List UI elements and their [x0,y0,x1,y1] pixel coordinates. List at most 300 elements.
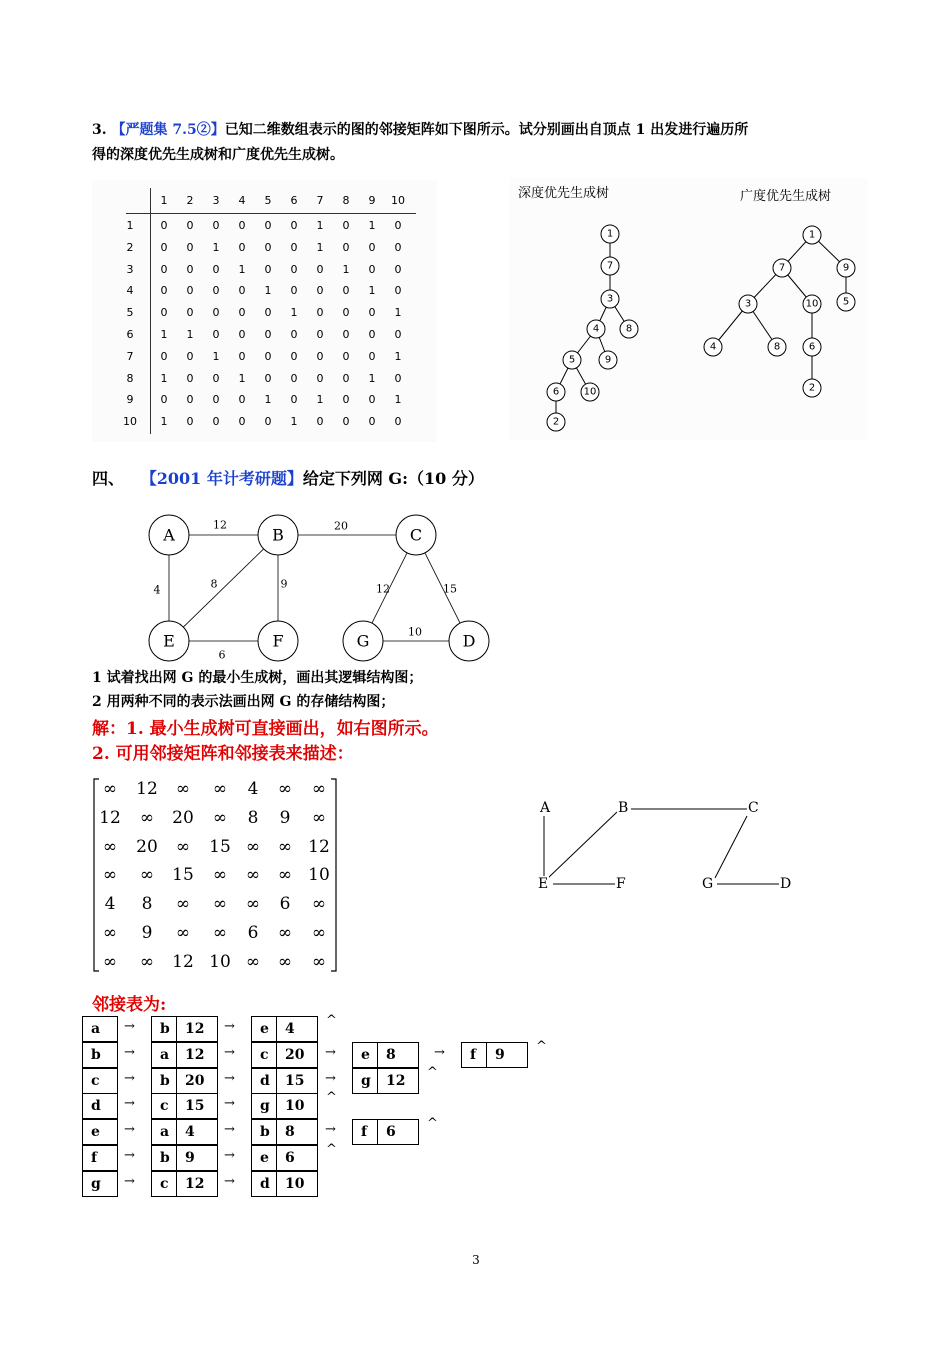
trees-svg [510,178,868,440]
edge-weight: 9 [280,577,288,591]
adj-list-node [151,1093,218,1119]
adj-list-node [461,1042,528,1068]
weight-matrix-cell: 4 [104,894,116,915]
dfs-tree-node-label: 2 [552,416,560,428]
matrix-cell: 0 [186,240,194,254]
null-pointer: ^ [326,1090,337,1106]
adj-list-node [251,1042,318,1068]
matrix-cell: 0 [368,240,376,254]
matrix-cell: 0 [212,284,220,298]
edge-weight: 12 [376,582,390,596]
edge-weight: 15 [443,582,457,596]
matrix-cell: 0 [316,328,324,341]
weight-matrix-cell: 8 [247,807,259,828]
matrix-cell: 0 [342,306,350,320]
weight-matrix-cell: ∞ [277,923,293,943]
adj-list-head [82,1145,118,1171]
matrix-cell: 1 [160,371,168,385]
weight-matrix-cell: ∞ [311,951,327,972]
adj-list-node [251,1119,318,1145]
mst-vertex: C [748,800,759,816]
adj-node-vertex: e [252,1146,277,1170]
weight-matrix-cell: 20 [172,807,194,828]
edge-weight: 20 [334,519,348,533]
matrix-cell: 0 [368,306,376,320]
arrow-icon: → [224,1019,235,1034]
bfs-tree-node-label: 6 [808,341,816,353]
adj-node-weight: 12 [185,1021,205,1037]
bfs-tree-node-label: 8 [773,341,781,353]
adj-node-vertex: f [462,1043,487,1067]
adj-node-weight: 4 [185,1124,195,1141]
adj-node-vertex: b [252,1120,277,1144]
matrix-cell: 0 [394,371,402,385]
adj-node-vertex: g [353,1069,378,1093]
adj-list-head [82,1016,118,1042]
matrix-cell: 0 [316,262,324,276]
weight-matrix-cell: 4 [247,779,259,799]
graph-vertex-label: G [356,631,370,651]
section-reference: 【2001 年计考研题】 [140,469,303,488]
weight-matrix-cell: ∞ [139,865,155,886]
weight-matrix-cell: ∞ [212,923,228,943]
null-pointer: ^ [326,1013,337,1028]
spanning-trees-figure [510,178,868,440]
graph-vertex-label: E [163,631,175,651]
matrix-cell: 0 [342,415,350,429]
weight-matrix [92,775,338,975]
matrix-cell: 0 [186,393,194,407]
adj-node-vertex: f [353,1120,378,1144]
arrow-icon: → [325,1044,336,1060]
adj-node-weight: 6 [386,1124,396,1141]
question-reference: 【严题集 7.5②】 [111,122,225,138]
graph-edge [183,549,263,627]
matrix-cell: 1 [316,240,324,254]
null-pointer: ^ [536,1038,547,1054]
adj-list-node [151,1068,218,1094]
adj-node-vertex: c [152,1172,177,1196]
arrow-icon: → [224,1173,235,1189]
matrix-cell: 0 [290,219,298,232]
weight-matrix-cell: ∞ [245,836,261,857]
adj-node-weight: 12 [386,1072,406,1089]
matrix-row-header: 6 [126,328,134,341]
matrix-cell: 0 [368,262,376,276]
weight-matrix-cell: ∞ [102,836,118,857]
weight-matrix-cell: 10 [209,951,231,972]
dfs-tree-node-label: 1 [606,228,614,240]
adj-node-weight: 8 [386,1046,396,1063]
adj-node-vertex: d [252,1172,277,1196]
arrow-icon: → [124,1019,135,1034]
adj-list-node [151,1145,218,1171]
adj-node-weight: 4 [285,1021,295,1037]
matrix-cell: 0 [264,240,272,254]
matrix-row-header: 8 [126,371,134,385]
matrix-cell: 0 [316,284,324,298]
matrix-cell: 1 [160,415,168,429]
weight-matrix-cell: ∞ [102,923,118,943]
matrix-cell: 0 [212,371,220,385]
adj-list-head [82,1119,118,1145]
matrix-cell: 0 [290,328,298,341]
arrow-icon: → [325,1122,336,1138]
answer-line-2: 2. 可用邻接矩阵和邻接表来描述： [92,744,354,764]
adj-list-head [82,1068,118,1094]
matrix-cell: 1 [316,393,324,407]
weight-matrix-cell: ∞ [212,865,228,886]
dfs-tree-node-label: 3 [606,293,614,305]
matrix-cell: 0 [394,284,402,298]
matrix-cell: 0 [160,349,168,363]
arrow-icon: → [224,1070,235,1086]
adj-node-vertex: a [152,1120,177,1144]
adj-list-node [352,1119,419,1145]
dfs-tree-node-label: 6 [552,386,560,398]
bfs-tree-node-label: 1 [808,229,816,241]
adj-list-head [82,1093,118,1119]
page-number: 3 [472,1253,480,1267]
matrix-cell: 1 [290,415,298,429]
weight-matrix-cell: ∞ [212,894,228,915]
adj-node-vertex: g [252,1094,277,1118]
weight-matrix-cell: ∞ [175,923,191,943]
adj-node-vertex: e [353,1043,378,1067]
weight-matrix-cell: ∞ [277,836,293,857]
weight-matrix-cell: 20 [136,836,158,857]
matrix-cell: 0 [368,349,376,363]
matrix-cell: 1 [368,371,376,385]
adj-node-weight: 10 [285,1098,305,1115]
matrix-cell: 1 [160,328,168,341]
matrix-cell: 1 [238,262,246,276]
adj-list-head-label: c [91,1072,100,1089]
matrix-cell: 0 [342,393,350,407]
arrow-icon: → [124,1148,135,1163]
matrix-cell: 0 [160,262,168,276]
edge-weight: 6 [218,648,226,662]
null-pointer: ^ [427,1064,438,1080]
matrix-cell: 0 [394,328,402,341]
adj-node-vertex: d [252,1069,277,1093]
null-pointer: ^ [326,1142,337,1157]
matrix-cell: 0 [264,262,272,276]
matrix-cell: 0 [238,328,246,341]
graph-vertex-label: C [409,525,423,545]
matrix-cell: 0 [238,393,246,407]
bfs-tree-node-label: 10 [805,298,819,310]
adj-node-weight: 9 [185,1150,195,1166]
dfs-tree-node-label: 5 [568,354,576,366]
matrix-row-header: 9 [126,393,134,407]
mst-vertex: D [780,876,792,892]
weight-matrix-cell: ∞ [139,951,155,972]
arrow-icon: → [124,1044,135,1060]
weight-matrix-cell: ∞ [311,923,327,943]
weight-matrix-cell: ∞ [102,951,118,972]
matrix-row-header: 3 [126,262,134,276]
adj-node-weight: 20 [285,1046,305,1063]
matrix-cell: 0 [238,240,246,254]
bfs-tree-node-label: 3 [744,298,752,310]
matrix-cell: 0 [238,349,246,363]
matrix-cell: 0 [264,219,272,232]
matrix-cell: 0 [160,393,168,407]
adj-list-head-label: d [91,1098,101,1115]
matrix-cell: 0 [160,306,168,320]
weight-matrix-cell: ∞ [311,807,327,828]
matrix-cell: 0 [186,284,194,298]
matrix-cell: 1 [368,284,376,298]
matrix-cell: 1 [186,328,194,341]
mst-vertex: A [540,800,551,816]
bfs-tree-node-label: 7 [778,262,786,274]
matrix-cell: 0 [186,415,194,429]
adj-node-weight: 15 [185,1098,205,1115]
network-graph [140,505,500,665]
matrix-cell: 0 [316,371,324,385]
adj-node-vertex: e [252,1017,277,1041]
matrix-row-header: 10 [123,415,137,429]
matrix-cell: 1 [316,219,324,232]
matrix-cell: 0 [290,371,298,385]
adj-node-weight: 10 [285,1175,305,1192]
question-3 [92,118,882,168]
mst-vertex: F [616,876,626,892]
adj-node-weight: 8 [285,1124,295,1141]
matrix-cell: 0 [186,306,194,320]
weight-matrix-cell: ∞ [245,865,261,886]
matrix-cell: 0 [186,371,194,385]
adj-list-head [82,1042,118,1068]
matrix-cell: 0 [212,393,220,407]
graph-vertex-label: D [462,631,476,651]
adj-list-head-label: e [91,1124,100,1141]
arrow-icon: → [224,1148,235,1163]
adj-list-node [151,1042,218,1068]
matrix-cell: 0 [212,219,220,232]
weight-matrix-cell: 8 [141,894,153,915]
adj-node-weight: 9 [495,1046,505,1063]
mst-vertex: B [618,800,629,816]
weight-matrix-cell: ∞ [277,865,293,886]
bfs-tree-node-label: 5 [842,296,850,308]
matrix-col-header: 9 [368,194,376,207]
matrix-cell: 0 [368,393,376,407]
matrix-cell: 0 [186,219,194,232]
matrix-cell: 0 [394,262,402,276]
weight-matrix-cell: ∞ [277,779,293,799]
matrix-cell: 0 [290,240,298,254]
adj-list-head [82,1171,118,1197]
weight-matrix-cell: 12 [136,779,158,799]
weight-matrix-cell: 12 [99,807,121,828]
adj-list-node [251,1093,318,1119]
adj-node-weight: 15 [285,1072,305,1089]
dfs-tree-node-label: 10 [583,386,597,398]
matrix-cell: 0 [342,284,350,298]
matrix-cell: 0 [316,306,324,320]
matrix-cell: 0 [238,219,246,232]
matrix-cell: 1 [394,393,402,407]
adj-list-node [151,1016,218,1042]
bfs-tree-node-label: 2 [808,382,816,394]
arrow-icon: → [124,1173,135,1189]
matrix-cell: 0 [264,328,272,341]
matrix-cell: 0 [394,415,402,429]
matrix-cell: 1 [238,371,246,385]
matrix-cell: 0 [160,240,168,254]
matrix-cell: 0 [342,349,350,363]
bfs-tree-title: 广度优先生成树 [740,189,832,204]
adj-node-vertex: b [152,1017,177,1041]
question-number: 3. [92,122,107,138]
adj-list-head-label: g [91,1175,101,1192]
mst-vertex: E [538,876,549,892]
matrix-cell: 0 [316,349,324,363]
matrix-row-header: 5 [126,306,134,320]
graph-vertex-label: B [272,525,284,545]
matrix-cell: 0 [212,306,220,320]
weight-matrix-cell: 6 [247,923,259,943]
matrix-cell: 0 [342,219,350,232]
adj-list-node [251,1171,318,1197]
matrix-cell: 1 [394,349,402,363]
dfs-tree-title: 深度优先生成树 [518,186,610,201]
matrix-cell: 0 [238,306,246,320]
bfs-tree-node-label: 9 [842,262,850,274]
adj-node-vertex: b [152,1146,177,1170]
matrix-col-header: 2 [186,194,194,207]
weight-matrix-cell: 9 [141,923,153,943]
weight-matrix-cell: ∞ [102,779,118,799]
matrix-row-header: 2 [126,240,134,254]
weight-matrix-cell: ∞ [139,807,155,828]
edge-weight: 8 [210,577,218,591]
matrix-cell: 0 [342,371,350,385]
matrix-cell: 1 [264,393,272,407]
mst-edges [535,800,805,895]
graph-vertex-label: F [272,631,284,651]
weight-matrix-cell: ∞ [212,779,228,799]
arrow-icon: → [124,1070,135,1086]
adj-list-node [251,1068,318,1094]
adj-node-vertex: c [252,1043,277,1067]
arrow-icon: → [224,1122,235,1138]
adj-list-node [352,1042,419,1068]
matrix-cell: 1 [212,240,220,254]
matrix-cell: 0 [264,306,272,320]
matrix-col-header: 1 [160,194,168,207]
matrix-row-header: 1 [126,219,134,232]
matrix-cell: 1 [342,262,350,276]
matrix-cell: 0 [290,284,298,298]
matrix-cell: 1 [290,306,298,320]
answer-line-1: 解：1. 最小生成树可直接画出，如右图所示。 [92,719,439,739]
weight-matrix-cell: 12 [172,951,194,972]
weight-matrix-cell: ∞ [277,951,293,972]
weight-matrix-cell: ∞ [175,836,191,857]
mst-figure [535,800,805,895]
dfs-tree-node-label: 8 [625,323,633,335]
arrow-icon: → [434,1044,445,1060]
adj-list-node [251,1145,318,1171]
matrix-cell: 0 [342,240,350,254]
matrix-row-header: 7 [126,349,134,363]
matrix-cell: 0 [342,328,350,341]
matrix-cell: 1 [264,284,272,298]
matrix-cell: 0 [290,393,298,407]
matrix-cell: 0 [238,284,246,298]
matrix-cell: 0 [212,262,220,276]
section-title: 给定下列网 G:（10 分） [302,469,484,488]
matrix-cell: 0 [368,415,376,429]
question-text-line2: 得的深度优先生成树和广度优先生成树。 [92,147,344,163]
weight-matrix-cell: 12 [308,836,330,857]
matrix-cell: 0 [238,415,246,429]
edge-weight: 4 [153,583,161,597]
adj-node-vertex: b [152,1069,177,1093]
arrow-icon: → [224,1044,235,1060]
arrow-icon: → [325,1070,336,1086]
weight-matrix-cell: ∞ [245,951,261,972]
mst-vertex: G [702,876,714,892]
arrow-icon: → [124,1096,135,1112]
adj-list-head-label: b [91,1046,101,1063]
item-2: 2 用两种不同的表示法画出网 G 的存储结构图； [92,694,395,710]
adj-list-node [251,1016,318,1042]
adj-node-vertex: c [152,1094,177,1118]
adj-node-weight: 6 [285,1150,295,1166]
section-prefix: 四、 [92,469,125,488]
matrix-cell: 1 [368,219,376,232]
matrix-cell: 0 [160,219,168,232]
edge-weight: 10 [408,625,422,639]
question-text-line1: 已知二维数组表示的图的邻接矩阵如下图所示。试分别画出自顶点 1 出发进行遍历所 [224,122,749,138]
matrix-col-header: 8 [342,194,350,207]
matrix-cell: 1 [212,349,220,363]
weight-matrix-cell: ∞ [311,779,327,799]
matrix-cell: 0 [316,415,324,429]
adj-node-weight: 12 [185,1046,205,1063]
section-4-heading [92,466,484,489]
dfs-tree-node-label: 9 [604,354,612,366]
adj-list-node [151,1119,218,1145]
weight-matrix-cell: 15 [209,836,231,857]
matrix-cell: 0 [394,240,402,254]
adj-list-head-label: a [91,1021,101,1037]
matrix-cell: 0 [394,219,402,232]
adj-node-weight: 20 [185,1072,205,1089]
matrix-cell: 0 [264,349,272,363]
item-1: 1 试着找出网 G 的最小生成树，画出其逻辑结构图； [92,670,423,686]
weight-matrix-cell: ∞ [175,894,191,915]
matrix-cell: 0 [290,262,298,276]
edge-weight: 12 [213,518,227,532]
adj-list-node [151,1171,218,1197]
matrix-col-header: 6 [290,194,298,207]
matrix-cell: 0 [368,328,376,341]
adj-node-vertex: a [152,1043,177,1067]
matrix-col-header: 5 [264,194,272,207]
matrix-col-header: 7 [316,194,324,207]
adjacency-matrix-figure [92,180,437,442]
adj-list-node [352,1068,419,1094]
arrow-icon: → [224,1096,235,1112]
weight-matrix-cell: ∞ [212,807,228,828]
weight-matrix-cell: ∞ [102,865,118,886]
